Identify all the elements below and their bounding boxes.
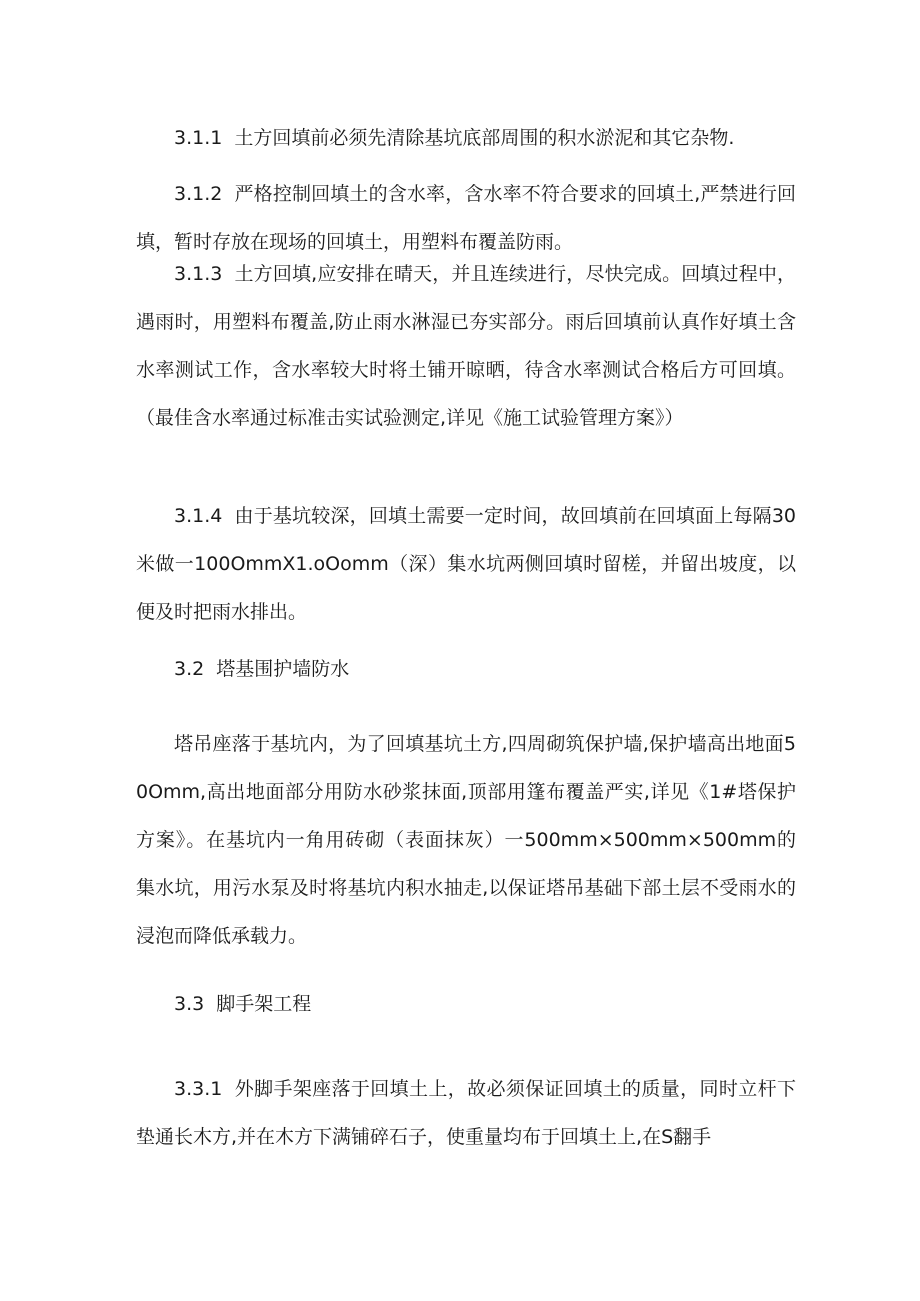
paragraph-3-3-1: [136, 1065, 796, 1161]
section-number: 3.3: [174, 993, 205, 1015]
paragraph-text: 土方回填,应安排在晴天，并且连续进行，尽快完成。回填过程中，遇雨时，用塑料布覆盖,防止雨水淋湿已夯实部分。雨后回填前认真作好填土含水率测试工作，含水率较大时将土铺开晾晒，待含水率测试合格后方可回填。（最佳含水率通过标准击实试验测定,详见《施工试验管理方案》）: [136, 263, 796, 429]
paragraph-text: 塔吊座落于基坑内，为了回填基坑土方,四周砌筑保护墙,保护墙高出地面50Omm,高出地面部分用防水砂浆抹面,顶部用篷布覆盖严实,详见《1#塔保护方案》。在基坑内一角用砖砌（表面抹灰）一500mm×500mm×500mm的集水坑，用污水泵及时将基坑内积水抽走,以保证塔吊基础下部土层不受雨水的浸泡而降低承载力。: [136, 733, 796, 947]
heading-text: 塔基围护墙防水: [216, 658, 350, 680]
paragraph-text: 严格控制回填土的含水率，含水率不符合要求的回填土,严禁进行回填，暂时存放在现场的回填土，用塑料布覆盖防雨。: [136, 183, 796, 253]
heading-3-2: [136, 645, 796, 693]
section-number: 3.1.2: [174, 183, 223, 205]
section-number: 3.1.4: [174, 505, 223, 527]
section-number: 3.2: [174, 658, 205, 680]
paragraph-text: 由于基坑较深，回填土需要一定时间，故回填前在回填面上每隔30米做一100OmmX1.oOomm（深）集水坑两侧回填时留槎，并留出坡度，以便及时把雨水排出。: [136, 505, 796, 623]
paragraph-3-1-4: [136, 492, 796, 636]
section-number: 3.1.3: [174, 263, 223, 285]
paragraph-text: 土方回填前必须先清除基坑底部周围的积水淤泥和其它杂物.: [234, 127, 735, 149]
heading-3-3: [136, 980, 796, 1028]
paragraph-3-1-3: [136, 250, 796, 442]
heading-text: 脚手架工程: [216, 993, 312, 1015]
paragraph-tower-crane: [136, 720, 796, 960]
section-number: 3.1.1: [174, 127, 223, 149]
section-number: 3.3.1: [174, 1078, 223, 1100]
paragraph-text: 外脚手架座落于回填土上，故必须保证回填土的质量，同时立杆下垫通长木方,并在木方下满铺碎石子，使重量均布于回填土上,在S翻手: [136, 1078, 796, 1148]
paragraph-3-1-1: [136, 114, 796, 162]
